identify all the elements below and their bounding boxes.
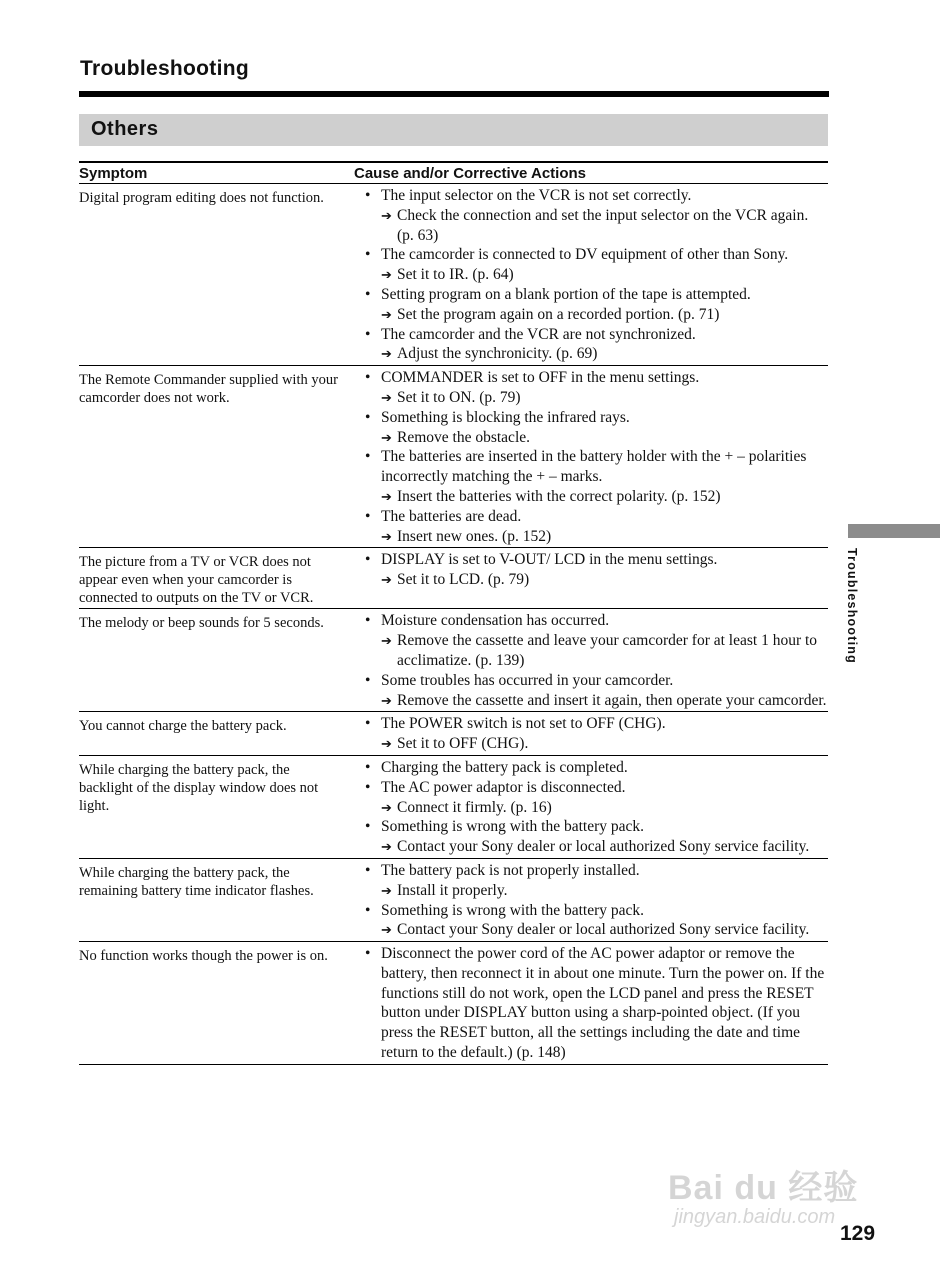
cause-item <box>354 245 828 285</box>
corrective-action <box>381 344 828 364</box>
symptom-cell <box>79 942 354 1065</box>
cause-text: Setting program on a blank portion of the tape is attempted. <box>381 285 751 303</box>
arrow-right-icon: ➔ <box>381 488 392 504</box>
table-row <box>79 609 828 712</box>
action-text: Set it to IR. (p. 64) <box>397 266 514 284</box>
cause-item <box>354 611 828 670</box>
corrective-action <box>381 881 828 901</box>
arrow-right-icon: ➔ <box>381 429 392 445</box>
symptom-text: While charging the battery pack, the remaining battery time indicator flashes. <box>79 864 314 899</box>
arrow-right-icon: ➔ <box>381 267 392 283</box>
bullet-icon: • <box>365 246 371 264</box>
bullet-icon: • <box>365 901 371 919</box>
table-row <box>79 184 828 366</box>
cause-item <box>354 944 828 1063</box>
cause-item <box>354 408 828 448</box>
bullet-icon: • <box>365 325 371 343</box>
corrective-action <box>381 428 828 448</box>
corrective-action <box>381 631 828 671</box>
action-text: Adjust the synchronicity. (p. 69) <box>397 345 598 363</box>
corrective-action <box>381 691 828 711</box>
arrow-right-icon: ➔ <box>381 736 392 752</box>
cause-item <box>354 550 828 590</box>
symptom-column-header: Symptom <box>79 162 354 184</box>
table-header-row <box>79 162 828 184</box>
cause-item <box>354 325 828 365</box>
section-title: Others <box>91 118 159 140</box>
cause-list <box>354 186 828 364</box>
cause-text: The batteries are inserted in the battery holder with the + – polarities incorrectly matching the + – marks. <box>381 448 807 486</box>
arrow-right-icon: ➔ <box>381 346 392 362</box>
corrective-action <box>381 920 828 940</box>
cause-text: Something is blocking the infrared rays. <box>381 408 630 426</box>
cause-cell <box>354 609 828 712</box>
corrective-action <box>381 570 828 590</box>
cause-list <box>354 611 828 710</box>
cause-text: Charging the battery pack is completed. <box>381 758 628 776</box>
corrective-action <box>381 206 828 246</box>
arrow-right-icon: ➔ <box>381 882 392 898</box>
symptom-cell <box>79 184 354 366</box>
cause-cell <box>354 548 828 609</box>
cause-list <box>354 714 828 754</box>
symptom-text: The melody or beep sounds for 5 seconds. <box>79 615 324 632</box>
action-text: Remove the cassette and insert it again, then operate your camcorder. <box>397 691 827 709</box>
cause-list <box>354 758 828 857</box>
arrow-right-icon: ➔ <box>381 922 392 938</box>
bullet-icon: • <box>365 671 371 689</box>
bullet-icon: • <box>365 408 371 426</box>
cause-text: The camcorder is connected to DV equipment of other than Sony. <box>381 246 789 264</box>
action-text: Set it to LCD. (p. 79) <box>397 571 530 589</box>
corrective-action <box>381 734 828 754</box>
action-text: Contact your Sony dealer or local authorized Sony service facility. <box>397 838 810 856</box>
action-text: Install it properly. <box>397 881 508 899</box>
action-text: Remove the cassette and leave your camcorder for at least 1 hour to acclimatize. (p. 139) <box>397 632 818 669</box>
cause-text: Disconnect the power cord of the AC power adaptor or remove the battery, then reconnect it in about one minute. Turn the power on. If the functions still do not work, open the LCD panel and press the RESET button under DISPLAY button using a sharp-pointed object. (If you press the RESET button, all the settings including the date and time return to the default.) (p. 148) <box>381 945 825 1062</box>
cause-cell <box>354 366 828 548</box>
corrective-action <box>381 265 828 285</box>
cause-item <box>354 901 828 941</box>
cause-cell <box>354 712 828 756</box>
cause-column-header: Cause and/or Corrective Actions <box>354 162 828 184</box>
action-text: Insert the batteries with the correct polarity. (p. 152) <box>397 487 721 505</box>
cause-text: DISPLAY is set to V-OUT/ LCD in the menu settings. <box>381 551 718 569</box>
symptom-text: You cannot charge the battery pack. <box>79 718 287 735</box>
cause-text: Moisture condensation has occurred. <box>381 612 610 630</box>
table-row <box>79 548 828 609</box>
cause-text: The batteries are dead. <box>381 507 522 525</box>
arrow-right-icon: ➔ <box>381 633 392 649</box>
symptom-cell <box>79 548 354 609</box>
cause-item <box>354 447 828 506</box>
cause-list <box>354 368 828 546</box>
section-band <box>79 114 828 146</box>
cause-item <box>354 507 828 547</box>
action-text: Insert new ones. (p. 152) <box>397 527 552 545</box>
symptom-text: The picture from a TV or VCR does not appear even when your camcorder is connected to outputs on the TV or VCR. <box>79 554 314 607</box>
bullet-icon: • <box>365 187 371 204</box>
bullet-icon: • <box>365 818 371 836</box>
arrow-right-icon: ➔ <box>381 692 392 708</box>
symptom-text: Digital program editing does not function. <box>79 190 324 206</box>
symptom-text: No function works though the power is on. <box>79 948 328 965</box>
corrective-action <box>381 798 828 818</box>
cause-item <box>354 285 828 325</box>
cause-text: The input selector on the VCR is not set correctly. <box>381 187 692 204</box>
cause-text: The AC power adaptor is disconnected. <box>381 778 626 796</box>
cause-item <box>354 368 828 408</box>
cause-cell <box>354 184 828 366</box>
cause-list <box>354 861 828 940</box>
cause-text: The battery pack is not properly installed. <box>381 861 640 879</box>
table-row <box>79 712 828 756</box>
bullet-icon: • <box>365 551 371 569</box>
bullet-icon: • <box>365 861 371 879</box>
cause-text: Something is wrong with the battery pack. <box>381 818 645 836</box>
corrective-action <box>381 305 828 325</box>
arrow-right-icon: ➔ <box>381 306 392 322</box>
symptom-cell <box>79 712 354 756</box>
action-text: Connect it firmly. (p. 16) <box>397 798 552 816</box>
table-row <box>79 942 828 1065</box>
table-row <box>79 366 828 548</box>
symptom-cell <box>79 609 354 712</box>
action-text: Check the connection and set the input selector on the VCR again. (p. 63) <box>397 206 809 244</box>
bullet-icon: • <box>365 448 371 466</box>
baidu-watermark <box>668 1160 890 1240</box>
cause-item <box>354 758 828 778</box>
cause-list <box>354 944 828 1063</box>
cause-cell <box>354 755 828 858</box>
cause-text: Something is wrong with the battery pack. <box>381 901 645 919</box>
bullet-icon: • <box>365 507 371 525</box>
cause-item <box>354 778 828 818</box>
cause-list <box>354 550 828 590</box>
corrective-action <box>381 487 828 507</box>
cause-item <box>354 671 828 711</box>
cause-item <box>354 186 828 245</box>
side-tab-marker <box>848 524 940 538</box>
corrective-action <box>381 388 828 408</box>
corrective-action <box>381 527 828 547</box>
table-row <box>79 755 828 858</box>
bullet-icon: • <box>365 612 371 630</box>
symptom-cell <box>79 755 354 858</box>
title-rule <box>79 91 829 97</box>
troubleshooting-table <box>79 161 828 1065</box>
arrow-right-icon: ➔ <box>381 389 392 405</box>
cause-item <box>354 714 828 754</box>
arrow-right-icon: ➔ <box>381 207 392 223</box>
cause-text: The camcorder and the VCR are not synchronized. <box>381 325 696 343</box>
symptom-text: The Remote Commander supplied with your camcorder does not work. <box>79 372 338 407</box>
page-title: Troubleshooting <box>80 57 249 80</box>
cause-text: The POWER switch is not set to OFF (CHG). <box>381 715 666 733</box>
bullet-icon: • <box>365 778 371 796</box>
symptom-text: While charging the battery pack, the backlight of the display window does not light. <box>79 761 319 814</box>
action-text: Set it to OFF (CHG). <box>397 735 529 753</box>
arrow-right-icon: ➔ <box>381 528 392 544</box>
cause-text: COMMANDER is set to OFF in the menu settings. <box>381 369 700 387</box>
page-number: 129 <box>840 1222 876 1245</box>
bullet-icon: • <box>365 945 371 963</box>
cause-item <box>354 861 828 901</box>
symptom-cell <box>79 858 354 941</box>
bullet-icon: • <box>365 758 371 776</box>
table-body <box>79 184 828 1065</box>
watermark-url: jingyan.baidu.com <box>674 1206 836 1228</box>
table-row <box>79 858 828 941</box>
cause-item <box>354 817 828 857</box>
arrow-right-icon: ➔ <box>381 572 392 588</box>
arrow-right-icon: ➔ <box>381 839 392 855</box>
symptom-cell <box>79 366 354 548</box>
cause-cell <box>354 858 828 941</box>
action-text: Set the program again on a recorded portion. (p. 71) <box>397 305 720 323</box>
action-text: Remove the obstacle. <box>397 428 530 446</box>
cause-cell <box>354 942 828 1065</box>
action-text: Contact your Sony dealer or local authorized Sony service facility. <box>397 921 810 939</box>
side-tab-label: Troubleshooting <box>845 548 859 664</box>
action-text: Set it to ON. (p. 79) <box>397 388 521 406</box>
cause-text: Some troubles has occurred in your camcorder. <box>381 671 674 689</box>
arrow-right-icon: ➔ <box>381 799 392 815</box>
watermark-logo: Bai du 经验 <box>668 1169 859 1207</box>
bullet-icon: • <box>365 715 371 733</box>
bullet-icon: • <box>365 285 371 303</box>
bullet-icon: • <box>365 369 371 387</box>
corrective-action <box>381 837 828 857</box>
